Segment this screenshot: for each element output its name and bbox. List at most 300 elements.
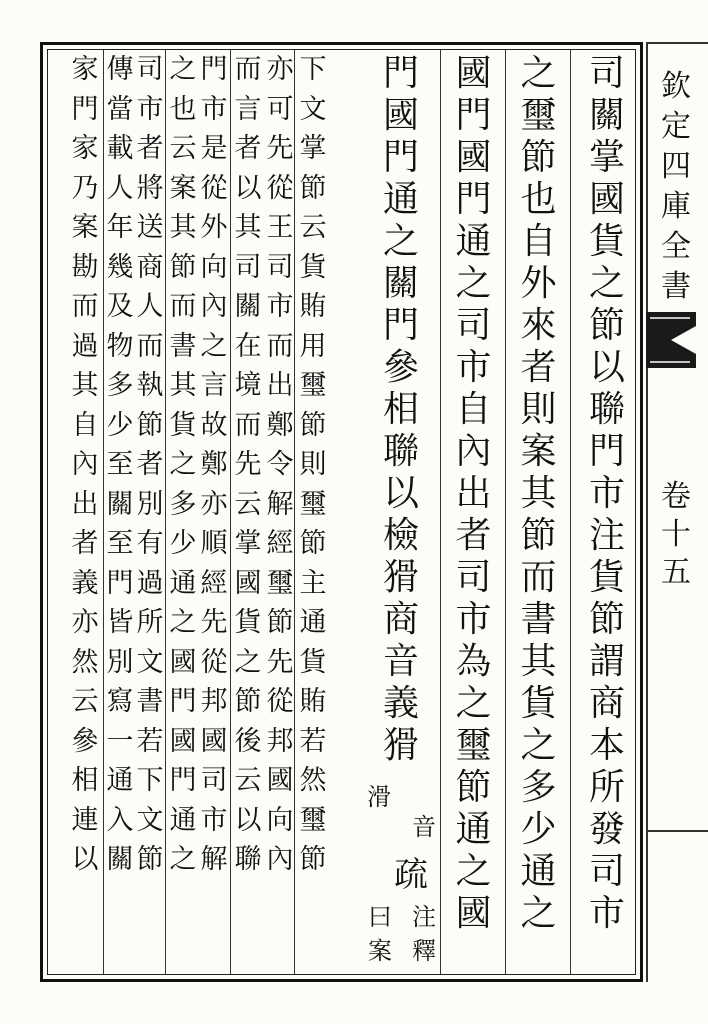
column-char: 掌: [299, 133, 327, 164]
column-char: 市: [266, 291, 294, 322]
column-char: 言: [200, 370, 228, 401]
column-char: 幾: [106, 251, 134, 283]
column-char: 門: [106, 567, 134, 599]
column-char: 家: [71, 54, 99, 85]
column-char: 少: [169, 528, 197, 559]
column-char: 節: [169, 251, 197, 283]
column-char: 以: [234, 804, 262, 836]
column-char: 後: [234, 725, 262, 757]
column-char: 而: [520, 557, 557, 598]
column-char: 內: [455, 431, 492, 472]
column-char: 其: [520, 473, 557, 514]
column-char: 經: [266, 528, 294, 559]
volume-char: 十: [661, 517, 691, 552]
column-char: 門: [169, 686, 197, 717]
column-char: 通: [455, 221, 492, 262]
column-char: 鄭: [266, 409, 294, 441]
column-char: 之: [200, 330, 228, 362]
column-char: 文: [299, 93, 327, 125]
column-char: 下: [136, 765, 164, 796]
column-char: 門: [382, 305, 419, 346]
column-char: 本: [588, 725, 625, 766]
column-char: 司: [200, 765, 228, 796]
column-char: 境: [234, 370, 262, 401]
column-char: 者: [455, 515, 492, 556]
column-char: 人: [136, 291, 164, 322]
column-char: 出: [455, 473, 492, 514]
column-char: 者: [136, 449, 164, 480]
column-char: 然: [299, 765, 327, 796]
column-char: 國: [169, 646, 197, 678]
column-char: 司: [455, 305, 492, 346]
column-char: 通: [455, 809, 492, 850]
column-rule: [230, 50, 231, 974]
commentary-column-10: [134, 50, 166, 974]
column-char: 通: [382, 179, 419, 220]
column-char: 至: [106, 528, 134, 559]
column-char: 先: [266, 133, 294, 164]
inline-annotation: [407, 905, 441, 973]
column-text-run: [137, 56, 164, 886]
column-char: 之: [588, 263, 625, 304]
commentary-column-9: [167, 50, 199, 974]
column-char: 案: [520, 431, 557, 472]
book-title-char: 定: [661, 109, 691, 144]
column-char: 云: [169, 133, 197, 164]
volume-number: [656, 479, 696, 596]
column-char: 別: [106, 646, 134, 678]
column-char: 市: [200, 93, 228, 125]
column-char: 貨: [169, 409, 197, 441]
column-char: 之: [520, 53, 557, 94]
column-char: 文: [136, 804, 164, 836]
column-char: 節: [455, 767, 492, 808]
column-char: 從: [200, 172, 228, 204]
column-char: 通: [299, 607, 327, 638]
column-char: 注: [588, 515, 625, 556]
column-char: 參: [71, 725, 99, 757]
column-char: 鄭: [200, 449, 228, 480]
book-title-char: 全: [661, 229, 691, 264]
column-char: 璽: [299, 804, 327, 836]
column-text-run: [455, 53, 492, 938]
column-char: 市: [200, 804, 228, 836]
column-char: 若: [299, 725, 327, 757]
annotation-char: 案: [368, 937, 392, 965]
column-char: 者: [520, 347, 557, 388]
column-char: 少: [106, 409, 134, 441]
column-char: 乃: [71, 172, 99, 204]
book-title-char: 庫: [661, 189, 691, 224]
column-char: 云: [234, 488, 262, 520]
column-char: 發: [588, 809, 625, 850]
column-char: 相: [71, 765, 99, 796]
column-char: 一: [106, 725, 134, 757]
column-char: 言: [234, 93, 262, 125]
column-char: 是: [200, 133, 228, 164]
frame-inner-border: [47, 49, 636, 975]
column-char: 國: [169, 725, 197, 757]
column-char: 賄: [299, 291, 327, 322]
column-char: 過: [136, 567, 164, 599]
column-char: 司: [136, 54, 164, 85]
column-char: 之: [169, 607, 197, 638]
column-char: 書: [136, 686, 164, 717]
column-char: 王: [266, 212, 294, 243]
column-char: 內: [71, 449, 99, 480]
column-char: 猾: [382, 725, 419, 766]
commentary-marker: [383, 855, 439, 898]
commentary-column-8: [198, 50, 230, 974]
column-char: 其: [169, 370, 197, 401]
column-char: 家: [71, 133, 99, 164]
column-char: 通: [520, 851, 557, 892]
column-char: 經: [200, 567, 228, 599]
column-char: 相: [382, 389, 419, 430]
column-char: 節: [588, 305, 625, 346]
column-char: 門: [455, 179, 492, 220]
column-char: 猾: [382, 557, 419, 598]
column-char: 送: [136, 212, 164, 243]
column-rule: [505, 50, 506, 974]
column-char: 多: [520, 767, 557, 808]
column-text-run: [520, 53, 557, 938]
column-char: 掌: [234, 528, 262, 559]
column-char: 多: [106, 370, 134, 401]
column-char: 亦: [200, 488, 228, 520]
column-char: 邦: [266, 725, 294, 757]
column-char: 之: [169, 449, 197, 480]
column-char: 聯: [234, 844, 262, 875]
column-char: 聯: [382, 431, 419, 472]
column-char: 門: [382, 53, 419, 94]
column-char: 寫: [106, 686, 134, 717]
column-char: 之: [520, 893, 557, 934]
column-char: 云: [299, 212, 327, 243]
column-char: 門: [588, 431, 625, 472]
column-char: 而: [266, 330, 294, 362]
column-char: 國: [455, 137, 492, 178]
column-char: 下: [299, 54, 327, 85]
column-char: 邦: [200, 686, 228, 717]
column-char: 節: [136, 409, 164, 441]
column-char: 先: [266, 646, 294, 678]
column-char: 節: [136, 844, 164, 875]
column-char: 通: [169, 567, 197, 599]
column-char: 從: [200, 646, 228, 678]
page-frame: [40, 42, 643, 982]
column-char: 國: [200, 725, 228, 757]
column-char: 璽: [266, 567, 294, 599]
column-char: 商: [382, 599, 419, 640]
column-char: 賄: [299, 686, 327, 717]
column-char: 解: [266, 488, 294, 520]
column-char: 節: [588, 599, 625, 640]
column-char: 外: [200, 212, 228, 243]
column-char: 自: [71, 409, 99, 441]
column-char: 門: [200, 54, 228, 85]
column-char: 故: [200, 409, 228, 441]
column-char: 商: [588, 683, 625, 724]
column-char: 義: [71, 567, 99, 599]
volume-char: 五: [661, 555, 691, 590]
column-char: 也: [520, 179, 557, 220]
column-char: 而: [169, 291, 197, 322]
column-char: 自: [455, 389, 492, 430]
column-text-run: [72, 56, 99, 886]
annotation-char: 滑: [367, 783, 391, 811]
column-text-run: [170, 56, 197, 886]
column-char: 之: [455, 851, 492, 892]
column-char: 其: [520, 641, 557, 682]
column-char: 節: [299, 172, 327, 204]
column-char: 節: [299, 844, 327, 875]
column-text-run: [267, 56, 294, 886]
column-char: 市: [588, 473, 625, 514]
book-title-char: 四: [661, 149, 691, 184]
column-char: 關: [106, 488, 134, 520]
column-char: 節: [520, 137, 557, 178]
column-char: 傳: [106, 54, 134, 85]
column-char: 云: [71, 686, 99, 717]
column-char: 司: [234, 251, 262, 283]
inline-annotation: [363, 905, 397, 973]
column-char: 國: [455, 893, 492, 934]
column-char: 節: [299, 528, 327, 559]
text-column-2: [507, 50, 570, 974]
margin-bottom-tick: [646, 830, 708, 832]
column-char: 而: [234, 54, 262, 85]
column-char: 國: [266, 765, 294, 796]
column-char: 璽: [299, 488, 327, 520]
book-title: [656, 69, 696, 312]
column-char: 商: [136, 251, 164, 283]
column-text-run: [107, 56, 134, 886]
text-column-3: [442, 50, 505, 974]
column-char: 貨: [299, 251, 327, 283]
column-char: 而: [234, 409, 262, 441]
column-char: 將: [136, 172, 164, 204]
column-char: 則: [299, 449, 327, 480]
column-char: 案: [169, 172, 197, 204]
column-char: 執: [136, 370, 164, 401]
column-char: 案: [71, 212, 99, 243]
column-char: 國: [588, 179, 625, 220]
column-char: 聯: [588, 389, 625, 430]
column-char: 掌: [588, 137, 625, 178]
column-char: 司: [588, 851, 625, 892]
inline-annotation: [359, 785, 399, 815]
column-char: 亦: [266, 54, 294, 85]
column-char: 在: [234, 330, 262, 362]
column-char: 貨: [234, 607, 262, 638]
column-char: 令: [266, 449, 294, 480]
column-char: 參: [382, 347, 419, 388]
column-char: 以: [382, 473, 419, 514]
column-char: 向: [266, 804, 294, 836]
column-char: 關: [234, 291, 262, 322]
column-char: 之: [169, 54, 197, 85]
column-char: 者: [234, 133, 262, 164]
column-char: 音: [382, 641, 419, 682]
column-char: 者: [136, 133, 164, 164]
annotation-char: 音: [412, 813, 436, 841]
column-char: 節: [299, 409, 327, 441]
column-char: 司: [588, 53, 625, 94]
column-text-run: [588, 53, 625, 938]
column-char: 書: [169, 330, 197, 362]
column-char: 文: [136, 646, 164, 678]
column-char: 義: [382, 683, 419, 724]
column-char: 謂: [588, 641, 625, 682]
column-char: 當: [106, 93, 134, 125]
column-char: 者: [71, 528, 99, 559]
commentary-column-5: [296, 50, 330, 974]
column-char: 主: [299, 567, 327, 599]
column-char: 年: [106, 212, 134, 243]
column-char: 其: [169, 212, 197, 243]
column-char: 出: [71, 488, 99, 520]
column-text-run: [201, 56, 228, 886]
column-char: 其: [234, 212, 262, 243]
column-char: 門: [71, 93, 99, 125]
column-char: 載: [106, 133, 134, 164]
column-char: 有: [136, 528, 164, 559]
column-char: 以: [588, 347, 625, 388]
column-char: 以: [71, 844, 99, 875]
column-char: 出: [266, 370, 294, 401]
column-char: 璽: [520, 95, 557, 136]
column-char: 之: [520, 725, 557, 766]
column-char: 國: [382, 95, 419, 136]
column-char: 貨: [588, 221, 625, 262]
column-char: 市: [455, 599, 492, 640]
annotation-char: 曰: [368, 903, 392, 931]
column-char: 璽: [299, 370, 327, 401]
column-char: 內: [200, 291, 228, 322]
commentary-column-12: [68, 50, 102, 974]
column-char: 云: [234, 765, 262, 796]
column-char: 向: [200, 251, 228, 283]
column-char: 入: [106, 804, 134, 836]
text-column-4: [363, 50, 439, 974]
commentary-column-6: [263, 50, 297, 974]
column-char: 以: [234, 172, 262, 204]
column-char: 市: [588, 893, 625, 934]
annotation-char: 疏: [394, 855, 428, 895]
column-char: 外: [520, 263, 557, 304]
column-char: 檢: [382, 515, 419, 556]
column-char: 至: [106, 449, 134, 480]
column-char: 貨: [520, 683, 557, 724]
column-char: 用: [299, 330, 327, 362]
column-char: 璽: [455, 725, 492, 766]
column-char: 關: [588, 95, 625, 136]
column-char: 市: [455, 347, 492, 388]
column-text-run: [382, 53, 419, 770]
book-title-char: 書: [661, 269, 691, 304]
column-char: 物: [106, 330, 134, 362]
fishtail-ornament-icon: [646, 310, 696, 370]
margin-edge-line: [646, 42, 648, 982]
column-char: 之: [234, 646, 262, 678]
annotation-char: 釋: [412, 937, 436, 965]
column-rule: [570, 50, 571, 974]
column-char: 人: [106, 172, 134, 204]
column-char: 通: [106, 765, 134, 796]
column-char: 皆: [106, 607, 134, 638]
column-char: 而: [136, 330, 164, 362]
column-char: 門: [382, 137, 419, 178]
book-title-char: 欽: [661, 69, 691, 104]
column-char: 若: [136, 725, 164, 757]
column-char: 少: [520, 809, 557, 850]
column-char: 關: [106, 844, 134, 875]
column-char: 先: [200, 607, 228, 638]
column-char: 也: [169, 93, 197, 125]
column-char: 司: [266, 251, 294, 283]
column-char: 來: [520, 305, 557, 346]
column-text-run: [235, 56, 262, 886]
column-char: 自: [520, 221, 557, 262]
column-char: 勘: [71, 251, 99, 283]
column-char: 之: [455, 263, 492, 304]
column-char: 國: [455, 53, 492, 94]
column-char: 過: [71, 330, 99, 362]
column-char: 貨: [588, 557, 625, 598]
column-char: 所: [136, 607, 164, 638]
column-char: 從: [266, 172, 294, 204]
column-char: 之: [455, 683, 492, 724]
commentary-column-7: [232, 50, 264, 974]
column-char: 節: [266, 607, 294, 638]
column-char: 連: [71, 804, 99, 836]
column-char: 則: [520, 389, 557, 430]
column-char: 國: [234, 567, 262, 599]
column-char: 而: [71, 291, 99, 322]
column-char: 之: [169, 844, 197, 875]
column-char: 為: [455, 641, 492, 682]
column-char: 可: [266, 93, 294, 125]
column-char: 然: [71, 646, 99, 678]
column-char: 先: [234, 449, 262, 480]
column-char: 關: [382, 263, 419, 304]
column-char: 節: [234, 686, 262, 717]
column-char: 門: [455, 95, 492, 136]
column-char: 司: [455, 557, 492, 598]
margin-top-tick: [646, 42, 708, 44]
column-char: 順: [200, 528, 228, 559]
volume-char: 卷: [661, 479, 691, 514]
column-char: 內: [266, 844, 294, 875]
inline-annotation: [407, 815, 441, 845]
column-char: 之: [382, 221, 419, 262]
column-char: 書: [520, 599, 557, 640]
text-column-1: [572, 50, 642, 974]
commentary-column-11: [105, 50, 135, 974]
column-char: 從: [266, 686, 294, 717]
column-char: 其: [71, 370, 99, 401]
margin-banner: [646, 42, 708, 982]
column-char: 通: [169, 804, 197, 836]
column-char: 多: [169, 488, 197, 520]
column-char: 門: [169, 765, 197, 796]
column-char: 節: [520, 515, 557, 556]
column-char: 解: [200, 844, 228, 875]
column-char: 亦: [71, 607, 99, 638]
column-char: 市: [136, 93, 164, 125]
column-char: 貨: [299, 646, 327, 678]
